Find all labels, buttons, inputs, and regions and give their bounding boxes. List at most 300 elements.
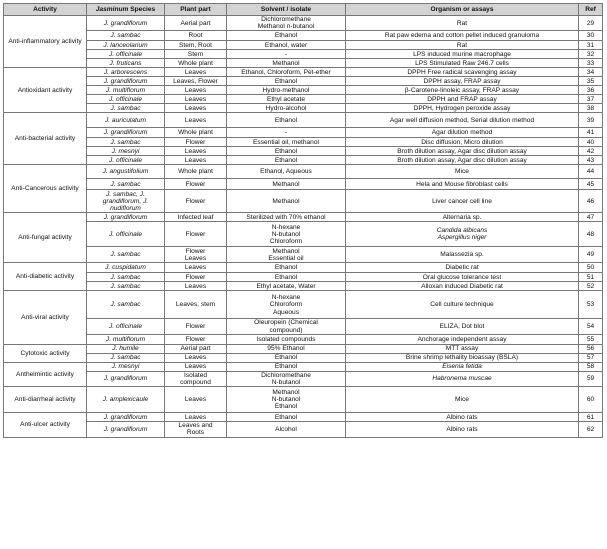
ref-cell: 42 [579, 147, 603, 156]
solvent-cell [227, 319, 346, 334]
plant-part-cell [165, 344, 227, 353]
activity-cell: Anthelmintic activity [4, 362, 87, 386]
table-row [4, 16, 603, 31]
table-row [4, 104, 603, 113]
cell-line: Flower [185, 230, 206, 238]
organism-cell [346, 16, 579, 31]
cell-line: Leaves [184, 354, 207, 362]
cell-line: Hela and Mouse fibroblast cells [416, 180, 508, 188]
cell-line: LPS induced murine macrophage [413, 50, 511, 58]
solvent-cell [227, 353, 346, 362]
cell-line: MTT assay [445, 345, 479, 353]
plant-part-cell [165, 113, 227, 128]
cell-line: Leaves [184, 282, 207, 290]
activity-cell: Anti-Cancerous activity [4, 165, 87, 213]
cell-line: Hydro-methanol [262, 86, 310, 94]
organism-cell [346, 213, 579, 222]
plant-part-cell [165, 387, 227, 413]
organism-cell [346, 247, 579, 263]
cell-line: Mice [455, 396, 469, 404]
ref-cell: 39 [579, 113, 603, 128]
organism-cell [346, 353, 579, 362]
table-row [4, 138, 603, 147]
cell-line: Habronema muscae [432, 375, 492, 383]
cell-line: Essential oil, methanol [253, 138, 319, 146]
table-row [4, 86, 603, 95]
ref-cell: 62 [579, 422, 603, 437]
cell-line: N-butanol [271, 379, 301, 387]
ref-cell: 60 [579, 387, 603, 413]
solvent-cell [227, 104, 346, 113]
cell-line: Cell culture technique [430, 301, 494, 309]
table-row [4, 128, 603, 138]
species-cell: J. grandiflorum [87, 422, 165, 437]
plant-part-cell [165, 213, 227, 222]
table-row [4, 190, 603, 213]
species-cell: J. sambac, J. grandiflorum, J. nudiflorum [87, 190, 165, 213]
solvent-cell [227, 41, 346, 50]
organism-cell [346, 413, 579, 422]
cell-line: Root [188, 32, 203, 40]
table-row [4, 413, 603, 422]
cell-line: Alloxan induced Diabetic rat [421, 282, 503, 290]
species-cell: J. grandiflorum [87, 128, 165, 138]
cell-line: ELIZA, Dot blot [439, 323, 485, 330]
solvent-cell [227, 156, 346, 165]
table-header [4, 4, 603, 16]
solvent-cell [227, 222, 346, 247]
species-cell: J. lanceolarium [87, 41, 165, 50]
cell-line: Aerial part [180, 19, 211, 27]
cell-line: Leaves [184, 68, 207, 76]
cell-line: Broth dilution assay, Agar disc dilution assay [397, 156, 527, 164]
activity-cell: Anti-inflammatory activity [4, 16, 87, 68]
solvent-cell [227, 50, 346, 59]
cell-line: Leaves [184, 156, 207, 164]
solvent-cell [227, 263, 346, 273]
cell-line: Aspergillus niger [437, 234, 487, 242]
cell-line: Isolated compounds [256, 335, 316, 343]
cell-line: Methanol [272, 388, 300, 396]
solvent-cell [227, 422, 346, 437]
header-activity: Activity [4, 4, 87, 16]
cell-line: Aqueous [272, 308, 300, 316]
cell-line: Ethanol, Aqueous [260, 168, 312, 176]
ref-cell: 50 [579, 263, 603, 273]
cell-line: Flower [185, 323, 206, 330]
table-row [4, 362, 603, 371]
organism-cell [346, 138, 579, 147]
organism-cell [346, 190, 579, 213]
ref-cell: 48 [579, 222, 603, 247]
table-row [4, 273, 603, 282]
plant-part-cell [165, 156, 227, 165]
species-cell: J. grandiflorum [87, 77, 165, 86]
cell-line: Disc diffusion, Micro dilution [421, 138, 503, 146]
cell-line: Methanol [272, 247, 300, 255]
ref-cell: 31 [579, 41, 603, 50]
ref-cell: 49 [579, 247, 603, 263]
organism-cell [346, 104, 579, 113]
plant-part-cell [165, 31, 227, 41]
cell-line: Ethanol [274, 77, 298, 85]
cell-line: Malassezia sp. [440, 251, 484, 259]
cell-line: N-hexane [271, 294, 301, 302]
cell-line: Leaves, stem [175, 301, 216, 309]
table-row [4, 334, 603, 344]
organism-cell [346, 165, 579, 179]
plant-part-cell [165, 413, 227, 422]
species-cell: J. auriculatum [87, 113, 165, 128]
cell-line: Leaves [184, 147, 207, 155]
cell-line: Albino rats [446, 425, 478, 433]
cell-line: Oleuropein (Chemical [254, 319, 318, 327]
species-cell: J. sambac [87, 282, 165, 291]
cell-line: Leaves [184, 413, 207, 421]
ref-cell: 41 [579, 128, 603, 138]
table-row [4, 156, 603, 165]
header-species [87, 4, 165, 16]
cell-line: Whole plant [178, 129, 213, 137]
table-row [4, 165, 603, 179]
species-cell: J. mesnyi [87, 147, 165, 156]
table-row [4, 422, 603, 437]
cell-line: Ethanol [274, 403, 298, 411]
organism-cell [346, 263, 579, 273]
organism-cell [346, 371, 579, 386]
ref-cell: 32 [579, 50, 603, 59]
cell-line: Ethanol [274, 363, 298, 371]
ref-cell: 59 [579, 371, 603, 386]
activity-cell: Anti-diabetic activity [4, 263, 87, 291]
cell-line: Whole plant [178, 168, 213, 176]
solvent-cell [227, 77, 346, 86]
solvent-cell [227, 334, 346, 344]
table-row [4, 282, 603, 291]
solvent-cell [227, 282, 346, 291]
cell-line: Dichloromethane [261, 16, 311, 23]
ref-cell: 30 [579, 31, 603, 41]
plant-part-cell [165, 41, 227, 50]
organism-cell [346, 222, 579, 247]
solvent-cell [227, 387, 346, 413]
table-body [4, 16, 603, 438]
solvent-cell [227, 165, 346, 179]
cell-line: Chloroform [269, 301, 303, 309]
cell-line: Methanol n-butanol [257, 23, 315, 31]
table-row [4, 179, 603, 190]
cell-line: Flower [185, 138, 206, 146]
ref-cell: 33 [579, 59, 603, 68]
plant-part-cell [165, 165, 227, 179]
species-cell: J. officinale [87, 50, 165, 59]
table-row [4, 59, 603, 68]
plant-part-cell [165, 104, 227, 113]
ref-cell: 58 [579, 362, 603, 371]
ref-cell: 45 [579, 179, 603, 190]
species-cell: J. sambac [87, 353, 165, 362]
cell-line: DPPH, Hydrogen peroxide assay [413, 104, 511, 112]
cell-line: Methanol [272, 180, 300, 188]
cell-line: Leaves [184, 396, 207, 404]
cell-line: Candida albicans [436, 227, 488, 235]
species-cell: J. multiflorum [87, 86, 165, 95]
organism-cell [346, 319, 579, 334]
species-cell: J. sambac [87, 179, 165, 190]
plant-part-cell [165, 353, 227, 362]
ref-cell: 51 [579, 273, 603, 282]
activity-cell: Anti-ulcer activity [4, 413, 87, 437]
plant-part-cell [165, 179, 227, 190]
cell-line: Agar well diffusion method, Serial dilution method [389, 116, 535, 124]
cell-line: Ethanol, Chloroform, Pet-ether [241, 68, 331, 76]
plant-part-cell [165, 247, 227, 263]
organism-cell [346, 422, 579, 437]
table-row [4, 41, 603, 50]
ref-cell: 36 [579, 86, 603, 95]
cell-line: Diabetic rat [445, 264, 479, 272]
plant-part-cell [165, 68, 227, 77]
cell-line: Leaves and [178, 422, 213, 430]
cell-line: Ethanol [274, 413, 298, 421]
cell-line: Agar dilution method [431, 129, 493, 137]
cell-line: N-butanol [271, 396, 301, 404]
table-row [4, 213, 603, 222]
ref-cell: 55 [579, 334, 603, 344]
header-organism: Organism or assays [346, 4, 579, 16]
ref-cell: 47 [579, 213, 603, 222]
plant-part-cell [165, 222, 227, 247]
plant-part-cell [165, 59, 227, 68]
species-cell: J. grandiflorum [87, 413, 165, 422]
solvent-cell [227, 128, 346, 138]
cell-line: Stem, Root [179, 41, 212, 49]
cell-line: Leaves [184, 95, 207, 103]
plant-part-cell [165, 50, 227, 59]
ref-cell: 61 [579, 413, 603, 422]
plant-part-cell [165, 128, 227, 138]
species-cell: J. sambac [87, 291, 165, 319]
header-ref: Ref [579, 4, 603, 16]
jasminum-activity-table [3, 3, 603, 438]
cell-line: Ethanol [274, 116, 298, 124]
table-row [4, 247, 603, 263]
table-row [4, 263, 603, 273]
solvent-cell [227, 413, 346, 422]
species-cell: J. sambac [87, 104, 165, 113]
ref-cell: 56 [579, 344, 603, 353]
species-cell: J. grandiflorum [87, 371, 165, 386]
species-cell: J. officinale [87, 156, 165, 165]
cell-line: N-butanol [271, 230, 301, 238]
cell-line: Ethanol [274, 273, 298, 281]
activity-cell: Cytotoxic activity [4, 344, 87, 362]
organism-cell [346, 291, 579, 319]
table-row [4, 344, 603, 353]
ref-cell: 37 [579, 95, 603, 104]
species-cell: J. multiflorum [87, 334, 165, 344]
cell-line: Infected leaf [177, 213, 214, 221]
cell-line: Whole plant [178, 59, 213, 67]
cell-line: Leaves [184, 116, 207, 124]
plant-part-cell [165, 362, 227, 371]
solvent-cell [227, 16, 346, 31]
organism-cell [346, 128, 579, 138]
solvent-cell [227, 371, 346, 386]
ref-cell: 53 [579, 291, 603, 319]
cell-line: Aerial part [180, 345, 211, 353]
solvent-cell [227, 273, 346, 282]
plant-part-cell [165, 95, 227, 104]
organism-cell [346, 362, 579, 371]
solvent-cell [227, 31, 346, 41]
activity-cell: Antioxidant activity [4, 68, 87, 113]
table-row [4, 353, 603, 362]
cell-line: Stem [187, 50, 204, 58]
solvent-cell [227, 291, 346, 319]
cell-line: Rat [456, 41, 468, 49]
solvent-cell [227, 213, 346, 222]
ref-cell: 52 [579, 282, 603, 291]
organism-cell [346, 86, 579, 95]
plant-part-cell [165, 319, 227, 334]
cell-line: DPPH and FRAP assay [427, 95, 497, 103]
species-cell: J. cuspidatum [87, 263, 165, 273]
cell-line: Leaves, Flower [173, 77, 218, 85]
species-cell: J. grandiflorum [87, 16, 165, 31]
cell-line: Rat [456, 19, 468, 27]
solvent-cell [227, 179, 346, 190]
organism-cell [346, 41, 579, 50]
activity-cell: Anti-diarrheal activity [4, 387, 87, 413]
plant-part-cell [165, 273, 227, 282]
cell-line: N-hexane [271, 223, 301, 231]
table-row [4, 31, 603, 41]
cell-line: Ethanol [274, 156, 298, 164]
cell-line: β-Carotene-linoleic assay, FRAP assay [404, 86, 520, 94]
solvent-cell [227, 190, 346, 213]
table-row [4, 291, 603, 319]
cell-line: Ethyl acetate, Water [256, 282, 316, 290]
cell-line: 95% Ethanol [267, 345, 305, 353]
plant-part-cell [165, 138, 227, 147]
species-cell: J. fruticans [87, 59, 165, 68]
solvent-cell [227, 59, 346, 68]
table-row [4, 113, 603, 128]
cell-line: Oral glucose tolerance test [422, 273, 502, 281]
solvent-cell [227, 68, 346, 77]
table-row [4, 50, 603, 59]
organism-cell [346, 282, 579, 291]
cell-line: DPPH assay, FRAP assay [423, 77, 501, 85]
organism-cell [346, 113, 579, 128]
species-cell: J. sambac [87, 31, 165, 41]
species-cell: J. grandiflorum [87, 213, 165, 222]
solvent-cell [227, 113, 346, 128]
species-cell: J. humile [87, 344, 165, 353]
cell-line: compound) [269, 326, 303, 334]
cell-line: Leaves [184, 254, 207, 262]
cell-line: Flower [185, 197, 206, 205]
cell-line: Alcohol [275, 425, 297, 433]
ref-cell: 57 [579, 353, 603, 362]
cell-line: Albino rats [446, 413, 478, 421]
species-cell: J. sambac [87, 273, 165, 282]
cell-line: Methanol [272, 59, 300, 67]
cell-line: compound [180, 379, 211, 387]
plant-part-cell [165, 371, 227, 386]
species-cell: J. sambac [87, 138, 165, 147]
cell-line: Roots [186, 429, 205, 437]
cell-line: Methanol [272, 197, 300, 205]
solvent-cell [227, 344, 346, 353]
header-species-suffix: Species [128, 5, 156, 13]
cell-line: Flower [185, 180, 206, 188]
cell-line: Brine shrimp lethality bioassay (BSLA) [405, 354, 519, 362]
table-row [4, 222, 603, 247]
plant-part-cell [165, 86, 227, 95]
species-cell: J. angustifolium [87, 165, 165, 179]
cell-line: Hydro-alcohol [265, 104, 307, 112]
cell-line: Liver cancer cell line [432, 197, 492, 205]
header-species-genus: Jasminum [95, 5, 129, 13]
table-row [4, 147, 603, 156]
cell-line: Essential oil [268, 254, 304, 262]
cell-line: - [284, 50, 288, 58]
plant-part-cell [165, 263, 227, 273]
organism-cell [346, 59, 579, 68]
solvent-cell [227, 247, 346, 263]
ref-cell: 35 [579, 77, 603, 86]
organism-cell [346, 147, 579, 156]
cell-line: Ethanol [274, 32, 298, 40]
activity-cell: Anti-bacterial activity [4, 113, 87, 165]
solvent-cell [227, 138, 346, 147]
cell-line: Leaves [184, 264, 207, 272]
cell-line: Leaves [184, 363, 207, 371]
organism-cell [346, 334, 579, 344]
header-solvent: Solvent / isolate [227, 4, 346, 16]
species-cell: J. officinale [87, 95, 165, 104]
organism-cell [346, 31, 579, 41]
plant-part-cell [165, 291, 227, 319]
cell-line: Sterilized with 70% ethanol [246, 213, 326, 221]
cell-line: Alternaria sp. [442, 213, 482, 221]
species-cell: J. amplexicaule [87, 387, 165, 413]
cell-line: Ethanol [274, 354, 298, 362]
cell-line: Anchorage independent assay [417, 335, 507, 343]
cell-line: Ethyl acetate [266, 95, 306, 103]
ref-cell: 54 [579, 319, 603, 334]
cell-line: Broth dilution assay, Agar disc dilution assay [397, 147, 527, 155]
species-cell: J. sambac [87, 247, 165, 263]
plant-part-cell [165, 16, 227, 31]
plant-part-cell [165, 77, 227, 86]
species-cell: J. arborescens [87, 68, 165, 77]
plant-part-cell [165, 282, 227, 291]
ref-cell: 38 [579, 104, 603, 113]
table-row [4, 319, 603, 334]
organism-cell [346, 95, 579, 104]
cell-line: Isolated [183, 371, 208, 379]
solvent-cell [227, 95, 346, 104]
cell-line: Rat paw edema and cotton pellet induced granuloma [384, 32, 540, 40]
cell-line: DPPH Free radical scavenging assay [407, 68, 517, 76]
organism-cell [346, 344, 579, 353]
cell-line: Ethanol, water [264, 41, 308, 49]
species-cell: J. officinale [87, 319, 165, 334]
cell-line: Flower [185, 273, 206, 281]
